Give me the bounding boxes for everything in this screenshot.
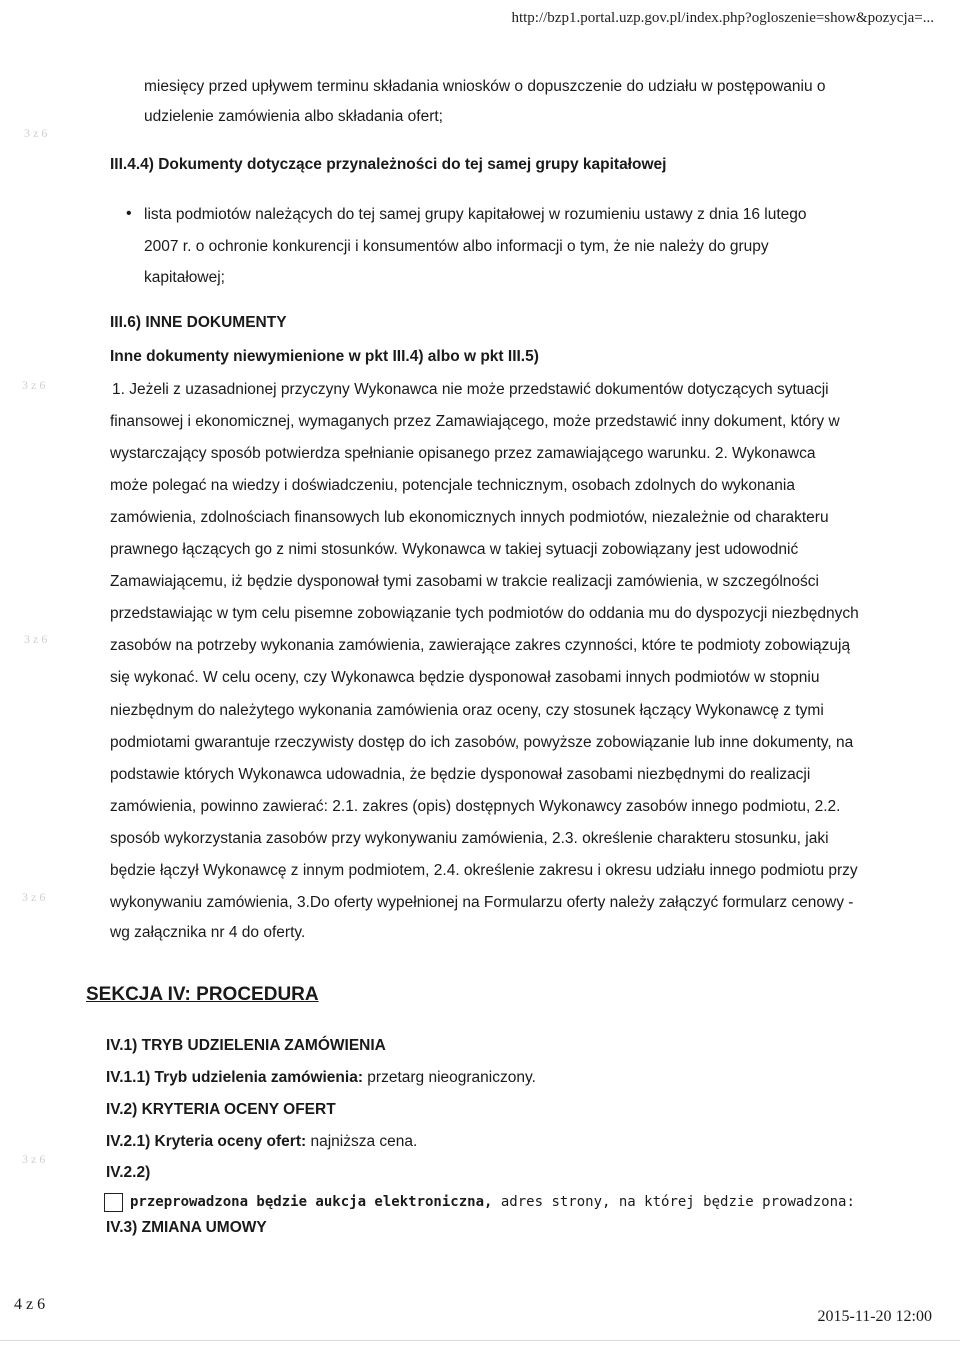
paragraph-line: finansowej i ekonomicznej, wymaganych przez Zamawiającego, może przedstawić inny dokument, który w: [110, 413, 840, 430]
heading-iv-2: IV.2) KRYTERIA OCENY OFERT: [106, 1101, 336, 1118]
paragraph-line: wykonywaniu zamówienia, 3.Do oferty wypełnionej na Formularzu oferty należy załączyć formularz cenowy -: [110, 894, 854, 911]
paragraph-line: wystarczający sposób potwierdza spełnianie opisanego przez zamawiającego warunku. 2. Wykonawca: [110, 445, 816, 462]
section-subheading-iii-6: Inne dokumenty niewymienione w pkt III.4) albo w pkt III.5): [110, 348, 539, 365]
bullet-line: kapitałowej;: [144, 269, 225, 286]
paragraph-line: wg załącznika nr 4 do oferty.: [110, 924, 306, 941]
scan-artifact: 3 z 6: [22, 1152, 46, 1166]
paragraph-line: podmiotami gwarantuje rzeczywisty dostęp do ich zasobów, powyższe zobowiązanie lub inne dokumenty, na: [110, 734, 854, 751]
scan-artifact: 3 z 6: [24, 126, 48, 140]
intro-line: miesięcy przed upływem terminu składania wniosków o dopuszczenie do udziału w postępowaniu o: [144, 78, 826, 95]
intro-line: udzielenie zamówienia albo składania ofert;: [144, 108, 443, 125]
bullet-line: • lista podmiotów należących do tej samej grupy kapitałowej w rozumieniu ustawy z dnia 16 lutego: [144, 206, 807, 224]
paragraph-line: niezbędnym do należytego wykonania zamówienia oraz oceny, czy stosunek łączący Wykonawcę z tymi: [110, 702, 824, 719]
page-url: http://bzp1.portal.uzp.gov.pl/index.php?ogloszenie=show&pozycja=...: [511, 10, 934, 26]
value-iv-2-1: najniższa cena.: [310, 1133, 418, 1150]
paragraph-line: 1. Jeżeli z uzasadnionej przyczyny Wykonawca nie może przedstawić dokumentów dotyczących sytuacji: [112, 381, 829, 398]
paragraph-line: może polegać na wiedzy i doświadczeniu, potencjale technicznym, osobach zdolnych do wykonania: [110, 477, 795, 494]
row-iv-1-1: [106, 1069, 536, 1087]
section-heading-iii-4-4: III.4.4) Dokumenty dotyczące przynależności do tej samej grupy kapitałowej: [110, 156, 667, 173]
row-iv-2-1: [106, 1133, 417, 1151]
auction-address-text: adres strony, na której będzie prowadzona:: [500, 1194, 855, 1210]
heading-iv-2-2: IV.2.2): [106, 1164, 151, 1181]
print-datetime: 2015-11-20 12:00: [817, 1308, 932, 1325]
paragraph-line: prawnego łączących go z nimi stosunków. Wykonawca w takiej sytuacji zobowiązany jest udowodnić: [110, 541, 799, 558]
paragraph-line: zamówienia, powinno zawierać: 2.1. zakres (opis) dostępnych Wykonawcy zasobów innego podmiotu, 2.2.: [110, 798, 841, 815]
section-title-procedura: SEKCJA IV: PROCEDURA: [86, 984, 319, 1005]
bullet-line: 2007 r. o ochronie konkurencji i konsumentów albo informacji o tym, że nie należy do grupy: [144, 238, 769, 255]
page-number: 4 z 6: [14, 1296, 46, 1313]
paragraph-line: będzie łączył Wykonawcę z innym podmiotem, 2.4. określenie zakresu i okresu udziału innego podmiotu przy: [110, 862, 858, 879]
paragraph-line: podstawie których Wykonawca udowadnia, że będzie dysponował zasobami niezbędnymi do realizacji: [110, 766, 811, 783]
paragraph-line: zasobów na potrzeby wykonania zamówienia, zawierające zakres czynności, które te podmioty zobowiązują: [110, 637, 851, 654]
value-iv-1-1: przetarg nieograniczony.: [367, 1069, 536, 1086]
paragraph-line: Zamawiającemu, iż będzie dysponował tymi zasobami w trakcie realizacji zamówienia, w szczególności: [110, 573, 819, 590]
scan-artifact: 3 z 6: [22, 378, 46, 392]
heading-iv-3: IV.3) ZMIANA UMOWY: [106, 1219, 267, 1236]
paragraph-line: sposób wykorzystania zasobów przy wykonywaniu zamówienia, 2.3. określenie charakteru stosunku, jaki: [110, 830, 829, 847]
label-iv-2-1: IV.2.1) Kryteria oceny ofert:: [106, 1133, 307, 1150]
auction-label: przeprowadzona będzie aukcja elektroniczna,: [130, 1194, 493, 1210]
auction-row: [130, 1194, 855, 1210]
paragraph-line: się wykonać. W celu oceny, czy Wykonawca będzie dysponował zasobami innych podmiotów w stopniu: [110, 669, 820, 686]
paragraph-line: przedstawiając w tym celu pisemne zobowiązanie tych podmiotów do oddania mu do dyspozycji niezbędnych: [110, 605, 859, 622]
paragraph-line: zamówienia, zdolnościach finansowych lub ekonomicznych innych podmiotów, niezależnie od charakteru: [110, 509, 829, 526]
scan-artifact: 3 z 6: [24, 632, 48, 646]
label-iv-1-1: IV.1.1) Tryb udzielenia zamówienia:: [106, 1069, 363, 1086]
scan-artifact: 3 z 6: [22, 890, 46, 904]
section-heading-iii-6: III.6) INNE DOKUMENTY: [110, 314, 287, 331]
bottom-edge-line: [0, 1340, 960, 1341]
auction-checkbox[interactable]: [104, 1193, 123, 1212]
heading-iv-1: IV.1) TRYB UDZIELENIA ZAMÓWIENIA: [106, 1037, 386, 1054]
